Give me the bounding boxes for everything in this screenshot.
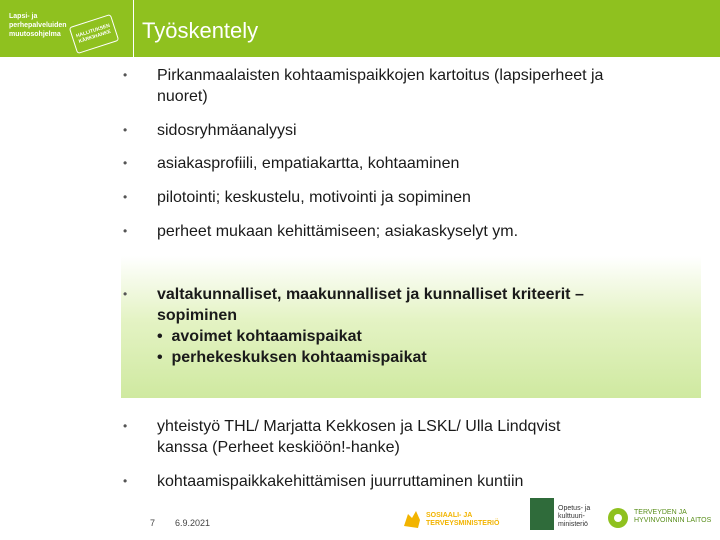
thl-leaf-icon (606, 506, 630, 530)
bullet-line: yhteistyö THL/ Marjatta Kekkosen ja LSKL/ Ulla Lindqvist (157, 418, 561, 435)
bullet-item (157, 153, 702, 174)
sub-bullet-item: • perhekeskuksen kohtaamispaikat (157, 349, 427, 366)
bullet-line: pilotointi; keskustelu, motivointi ja sopiminen (157, 189, 471, 206)
bullet-line: valtakunnalliset, maakunnalliset ja kunnalliset kriteerit – (157, 286, 584, 303)
bullet-icon: • (123, 419, 128, 433)
bullet-line: sidosryhmäanalyysi (157, 122, 297, 139)
bullet-line: nuoret) (157, 88, 208, 105)
bullet-item (157, 120, 702, 141)
bullet-line: sopiminen (157, 307, 238, 324)
bullet-icon: • (123, 224, 128, 238)
bullet-line: Pirkanmaalaisten kohtaamispaikkojen kartoitus (lapsiperheet ja (157, 67, 604, 84)
slide-title: Työskentely (142, 18, 259, 43)
sub-bullet-text: avoimet kohtaamispaikat (171, 328, 362, 345)
header-bar (0, 0, 720, 57)
program-logo-text: Lapsi- ja perhepalveluiden muutosohjelma (9, 13, 67, 38)
stm-logo (402, 506, 512, 532)
bullet-icon: • (123, 156, 128, 170)
sub-bullet-item: • avoimet kohtaamispaikat (157, 328, 362, 345)
header-divider (133, 0, 134, 57)
government-stamp: HALLITUKSEN KÄRKIHANKE (69, 14, 119, 54)
bullet-icon: • (123, 123, 128, 137)
bullet-line: perheet mukaan kehittämiseen; asiakaskyselyt ym. (157, 223, 519, 240)
bullet-line: asiakasprofiili, empatiakartta, kohtaaminen (157, 155, 460, 172)
bullet-line: kohtaamispaikkakehittämisen juurruttaminen kuntiin (157, 473, 524, 490)
page-number: 7 (150, 518, 156, 528)
lion-icon (402, 508, 422, 530)
stm-logo-text: SOSIAALI- JA TERVEYSMINISTERIÖ (426, 512, 500, 527)
bullet-item (157, 65, 702, 107)
program-logo (0, 0, 135, 57)
highlight-bullet-item (157, 284, 702, 368)
bullet-item (157, 471, 702, 492)
okm-logo-text: Opetus- ja kulttuuri- ministeriö (558, 505, 591, 528)
bullet-item (157, 416, 702, 458)
thl-logo (606, 504, 716, 532)
thl-logo-text: TERVEYDEN JA HYVINVOINNIN LAITOS (634, 509, 712, 524)
bullet-icon: • (123, 474, 128, 488)
bullet-item (157, 187, 702, 208)
bullet-item (157, 221, 702, 242)
bullet-line: kanssa (Perheet keskiöön!-hanke) (157, 439, 400, 456)
bullet-icon: • (123, 68, 128, 82)
okm-emblem (530, 498, 554, 530)
okm-logo (530, 498, 600, 532)
bullet-icon: • (123, 190, 128, 204)
footer-date: 6.9.2021 (175, 518, 211, 528)
sub-bullet-text: perhekeskuksen kohtaamispaikat (171, 349, 427, 366)
bullet-icon: • (123, 287, 128, 301)
